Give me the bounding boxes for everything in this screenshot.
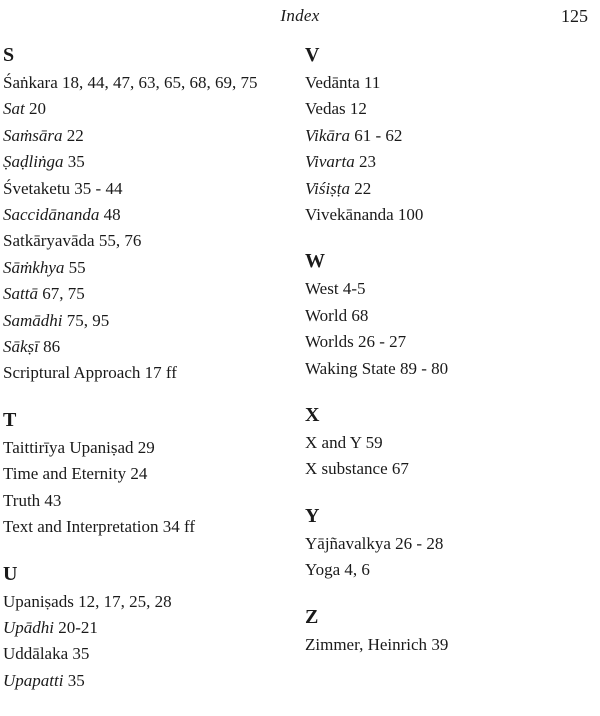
index-entry [3,334,293,360]
index-entry [3,70,293,96]
entry-term: Truth [3,490,41,510]
index-section [305,400,595,483]
index-entry [3,514,293,540]
entry-term: Sattā [3,284,38,304]
index-entry [305,70,595,96]
section-letter: W [305,250,325,273]
entry-list [3,589,293,695]
entry-pages: 61 - 62 [354,125,403,145]
index-entry [305,430,595,456]
entry-pages: 55, 76 [98,231,142,251]
index-entry [305,96,595,122]
entry-pages: 20 [28,99,46,119]
entry-list [305,70,595,228]
index-column-right [305,40,595,658]
entry-pages: 17 ff [144,363,177,383]
entry-term: Time and Eternity [3,464,127,484]
entry-term: Waking State [305,358,396,378]
section-letter: S [3,44,15,66]
section-letter: X [305,404,320,427]
entry-term: Upādhi [3,617,54,637]
entry-pages: 4-5 [342,279,366,299]
entry-list [305,276,595,382]
entry-pages: 4, 6 [344,560,370,580]
entry-term: Text and Interpretation [3,517,159,537]
index-entry [305,123,595,149]
entry-list [3,70,293,387]
index-entry [305,356,595,382]
index-entry [3,281,293,307]
index-entry [3,461,293,487]
entry-pages: 35 [72,644,90,664]
entry-term: Satkāryavāda [3,231,95,251]
entry-pages: 26 - 27 [357,332,407,352]
index-entry [305,329,595,355]
section-letter: T [3,408,17,431]
entry-pages: 75, 95 [66,310,110,330]
index-entry [305,632,595,658]
entry-pages: 12 [349,99,367,119]
entry-pages: 23 [358,152,376,172]
index-entry [3,435,293,461]
section-letter: Z [305,605,319,628]
entry-pages: 24 [130,464,148,484]
entry-term: Taittirīya Upaniṣad [3,437,134,457]
entry-term: Samādhi [3,310,63,330]
entry-term: World [305,305,348,325]
index-entry [305,557,595,583]
running-title: Index [280,6,320,25]
index-entry [3,308,293,334]
entry-term: West [305,279,339,299]
index-entry [305,149,595,175]
section-letter: Y [305,504,320,527]
entry-term: Vikāra [305,125,351,145]
entry-pages: 26 - 28 [395,533,444,553]
index-entry [3,668,293,694]
index-entry [3,123,293,149]
index-entry [305,531,595,557]
entry-term: Yoga [305,560,341,580]
entry-term: Sāṁkhya [3,257,65,277]
index-column-left [3,40,293,694]
entry-term: X and Y [305,433,362,453]
entry-pages: 67 [391,459,409,479]
page-number: 125 [561,6,588,26]
entry-term: Upaniṣads [3,591,74,611]
entry-pages: 55 [68,257,86,277]
running-header [0,4,600,28]
entry-term: Sākṣī [3,337,39,357]
entry-term: Scriptural Approach [3,363,141,383]
entry-pages: 100 [397,205,424,225]
entry-list [305,531,595,584]
index-section [305,40,595,228]
entry-pages: 35 - 44 [74,178,123,198]
index-entry [3,202,293,228]
index-section [305,501,595,584]
entry-pages: 39 [431,634,449,654]
entry-pages: 22 [66,125,84,145]
index-entry [3,149,293,175]
index-entry [3,641,293,667]
index-entry [3,255,293,281]
entry-term: Vedas [305,99,346,119]
entry-pages: 86 [43,337,61,357]
index-section [3,405,293,541]
index-section [305,246,595,382]
entry-list [305,632,595,658]
entry-pages: 12, 17, 25, 28 [78,591,172,611]
entry-pages: 35 [67,670,85,690]
index-entry [305,276,595,302]
entry-pages: 48 [103,205,121,225]
entry-term: Vedānta [305,73,360,92]
entry-term: Zimmer, Heinrich [305,634,428,654]
entry-term: Uddālaka [3,644,69,664]
entry-pages: 20-21 [58,617,98,637]
index-entry [3,176,293,202]
index-entry [305,176,595,202]
section-letter: U [3,562,18,585]
entry-term: Viśiṣṭa [305,178,351,198]
index-entry [3,228,293,254]
entry-term: Ṣaḍliṅga [3,152,64,172]
entry-pages: 43 [44,490,62,510]
entry-pages: 34 ff [162,517,196,537]
entry-term: Saccidānanda [3,205,100,225]
entry-term: Vivarta [305,152,355,172]
index-section [305,602,595,658]
entry-pages: 89 - 80 [399,358,449,378]
entry-pages: 22 [354,178,372,198]
entry-term: Śaṅkara [3,73,58,92]
index-entry [3,360,293,386]
entry-pages: 11 [364,73,381,92]
index-entry [305,303,595,329]
entry-pages: 18, 44, 47, 63, 65, 68, 69, 75 [62,73,258,92]
index-entry [3,96,293,122]
index-entry [3,488,293,514]
entry-pages: 29 [137,437,155,457]
entry-pages: 35 [67,152,85,172]
entry-term: Upapatti [3,670,64,690]
index-entry [3,615,293,641]
entry-term: Sat [3,99,25,119]
section-letter: V [305,44,320,66]
entry-term: Worlds [305,332,354,352]
entry-list [305,430,595,483]
entry-term: Śvetaketu [3,178,71,198]
entry-pages: 59 [365,433,383,453]
entry-term: Yājñavalkya [305,533,391,553]
entry-term: X substance [305,459,388,479]
index-entry [3,589,293,615]
index-section [3,559,293,695]
entry-list [3,435,293,541]
entry-pages: 67, 75 [42,284,85,304]
index-entry [305,456,595,482]
entry-term: Saṁsāra [3,125,63,145]
entry-pages: 68 [351,305,369,325]
index-section [3,40,293,387]
index-entry [305,202,595,228]
entry-term: Vivekānanda [305,205,394,225]
